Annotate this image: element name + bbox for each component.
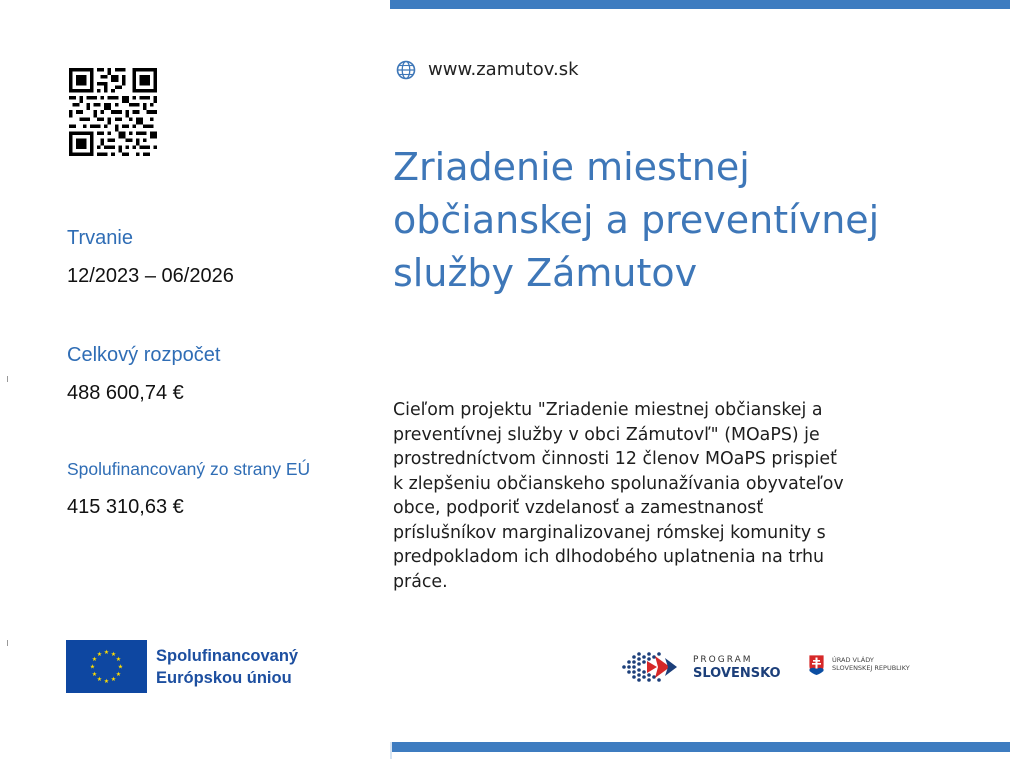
svg-text:★: ★ [91,671,98,678]
edge-mark [7,376,8,382]
description-line: príslušníkov marginalizovanej rómskej komunity s [393,522,826,543]
svg-text:★: ★ [103,649,110,656]
eu-flag-icon [66,640,147,693]
svg-text:★: ★ [91,656,98,663]
slovensko-label: SLOVENSKO [693,666,781,681]
project-title [393,141,1003,300]
gov-line1: ÚRAD VLÁDY [832,656,874,664]
eu-logo-text [156,645,298,689]
svg-text:★: ★ [110,651,117,658]
budget-value: 488 600,74 € [67,382,184,404]
svg-text:★: ★ [96,651,103,658]
slovak-coat-of-arms-icon [808,654,825,676]
edge-mark [7,640,8,646]
website-url: www.zamutov.sk [428,59,579,80]
svg-text:★: ★ [96,676,103,683]
svg-text:★: ★ [117,663,124,671]
description-line: preventívnej služby v obci Zámutovľ" (MOaPS) je [393,424,820,445]
qr-code [69,68,157,156]
svg-text:★: ★ [110,676,117,683]
title-line: Zriadenie miestnej [393,145,750,189]
separator-line [390,742,392,759]
title-line: občianskej a preventívnej [393,198,880,242]
description-line: prostredníctvom činnosti 12 členov MOaPS prispieť [393,449,837,469]
svg-text:★: ★ [115,656,122,663]
eu-logo-line2: Európskou úniou [156,669,292,687]
description-line: k zlepšeniu občianskeho spolunažívania obyvateľov [393,473,844,494]
program-slovensko-logo-icon [620,650,690,684]
website [396,59,579,80]
globe-icon [396,60,416,80]
eu-cofinancing-value: 415 310,63 € [67,496,184,518]
top-accent-bar [390,0,1010,9]
svg-text:★: ★ [89,663,96,671]
svg-text:★: ★ [115,671,122,678]
description-line: práce. [393,571,448,592]
government-office-text [832,656,922,672]
program-label: PROGRAM [693,655,753,665]
svg-text:★: ★ [103,678,110,685]
duration-value: 12/2023 – 06/2026 [67,265,234,287]
program-slovensko-text [693,655,781,681]
duration-label: Trvanie [67,227,133,249]
description-line: predpokladom ich dlhodobého uplatnenia na trhu [393,547,825,567]
project-description [393,398,953,594]
budget-label: Celkový rozpočet [67,344,221,366]
eu-cofinancing-label: Spolufinancovaný zo strany EÚ [67,459,311,479]
bottom-accent-bar [390,742,1010,752]
title-line: služby Zámutov [393,251,698,295]
eu-logo-line1: Spolufinancovaný [156,647,299,665]
gov-line2: SLOVENSKEJ REPUBLIKY [832,664,910,672]
description-line: Cieľom projektu "Zriadenie miestnej občianskej a [393,400,823,420]
description-line: obce, podporiť vzdelanosť a zamestnanosť [393,498,764,518]
